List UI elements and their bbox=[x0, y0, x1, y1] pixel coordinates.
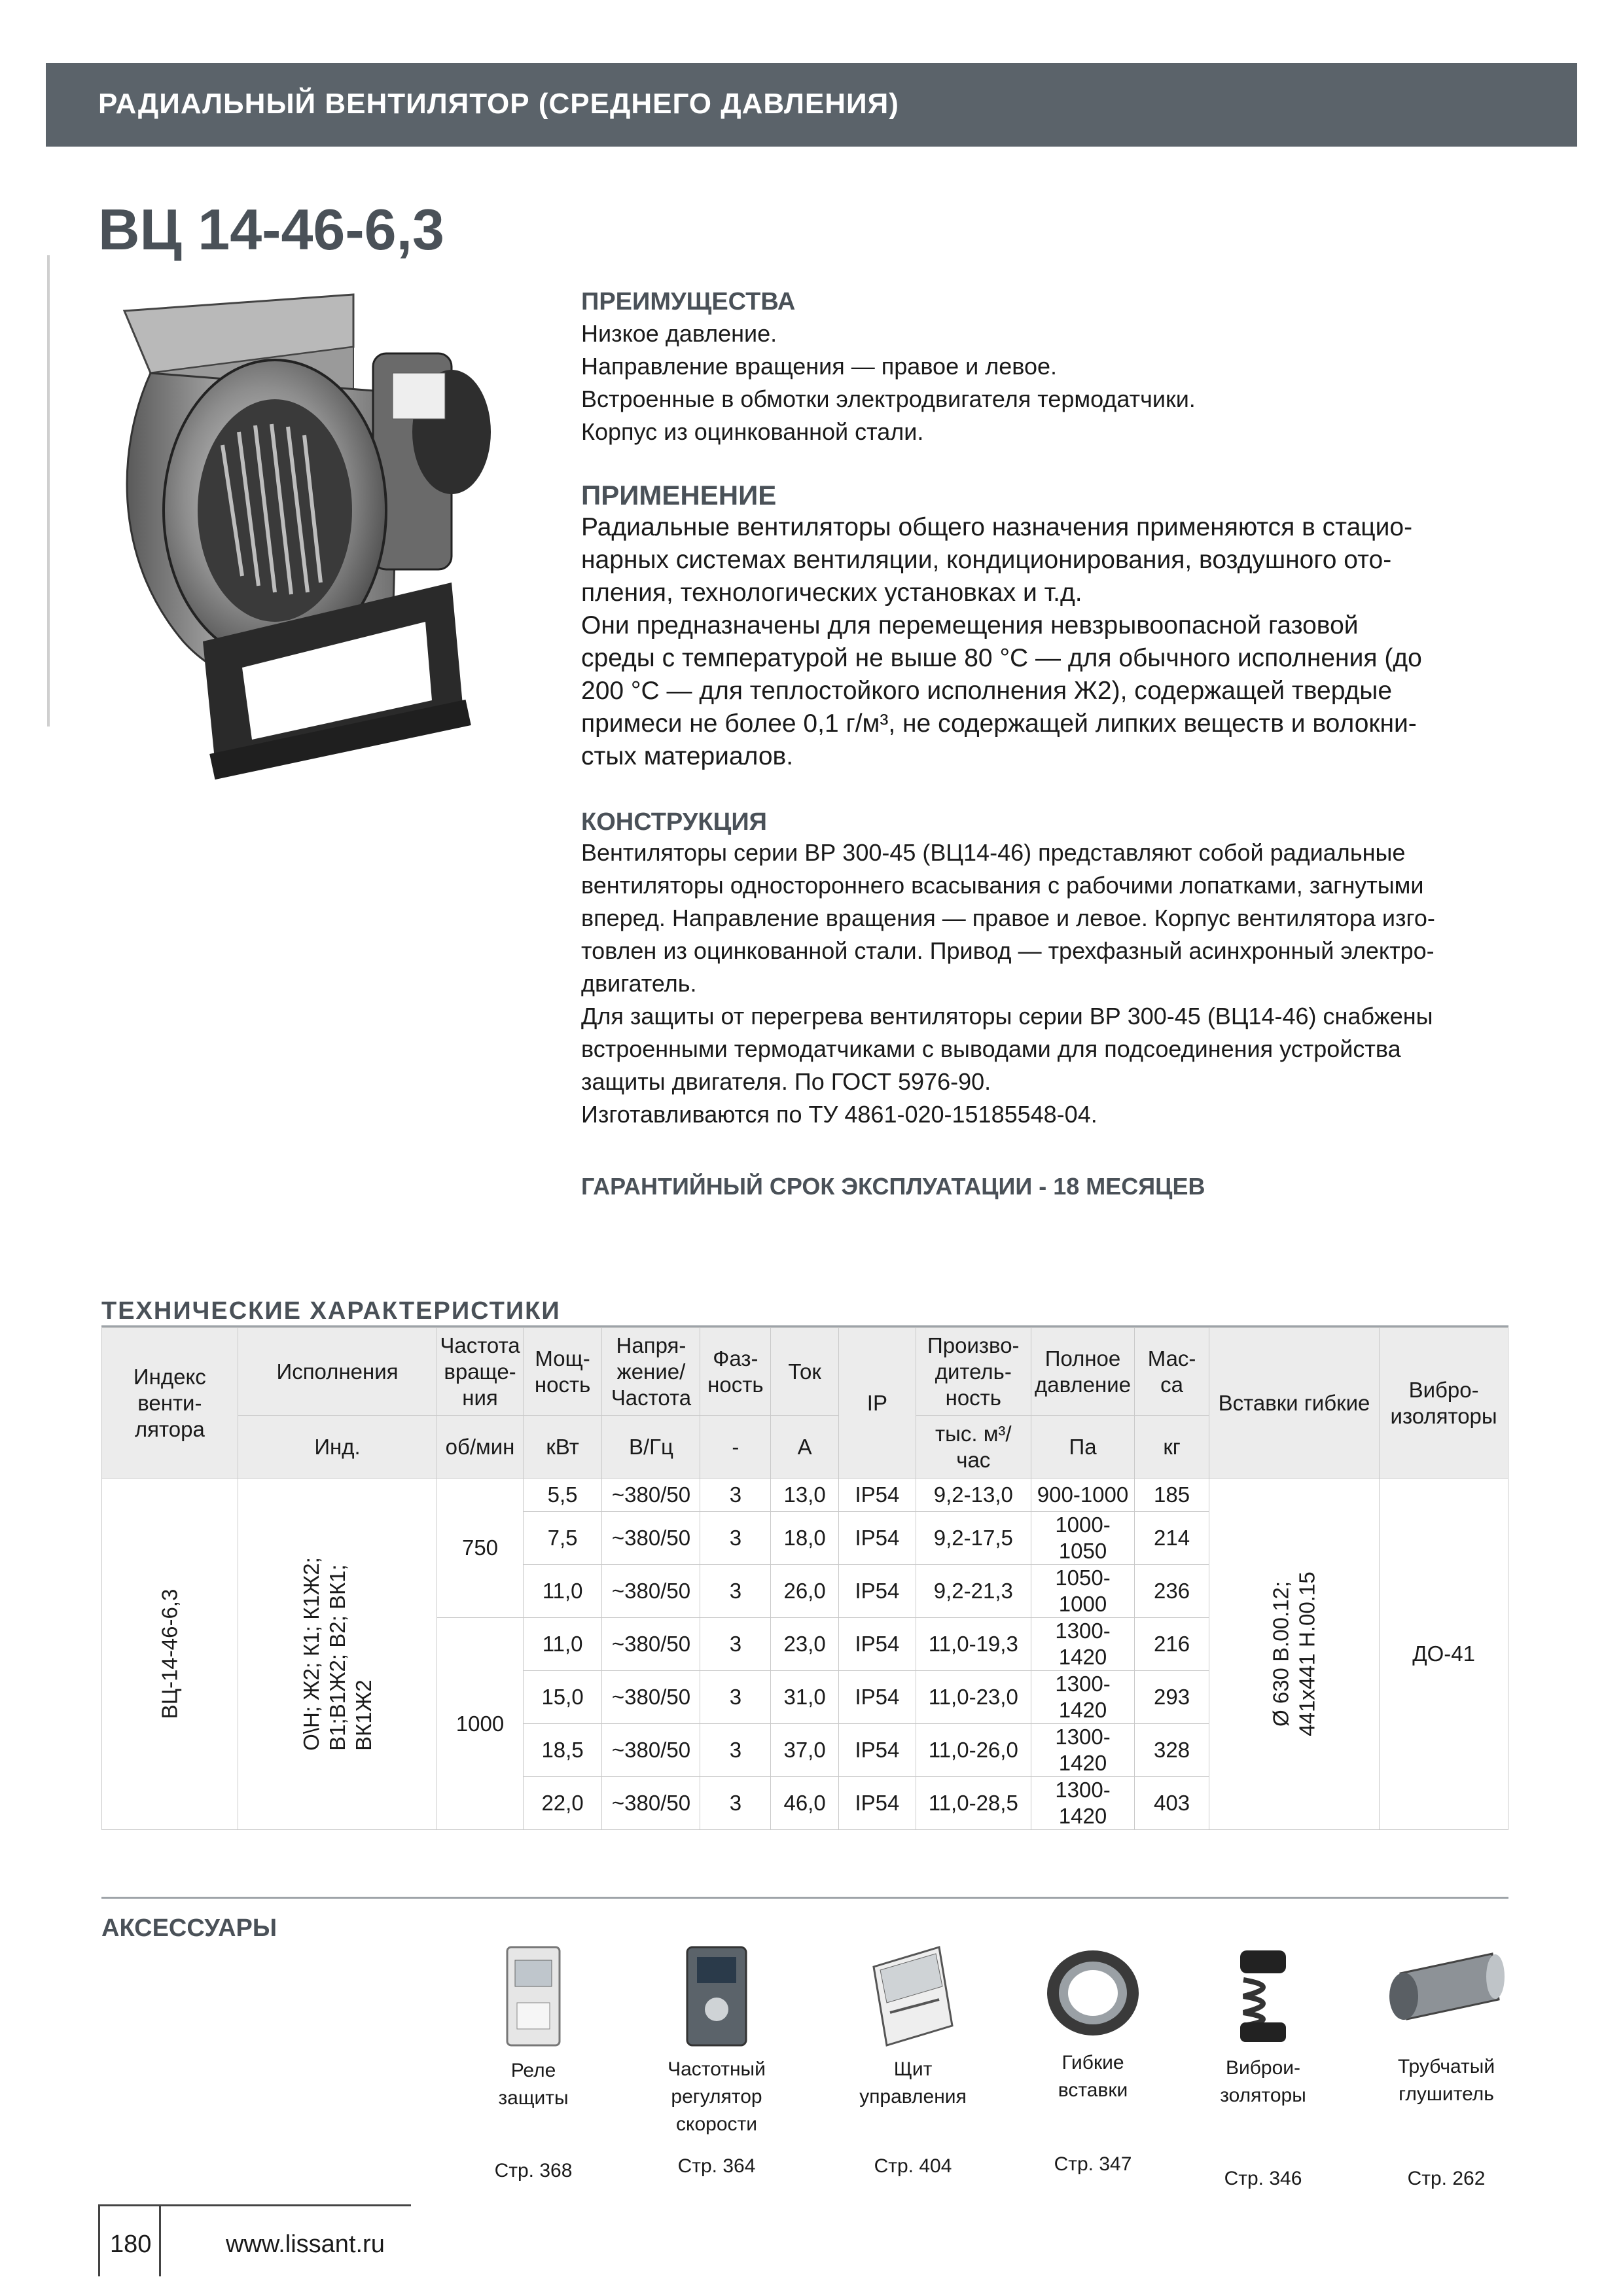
cell-power: 22,0 bbox=[523, 1777, 602, 1830]
vibration-isolator-icon bbox=[1224, 1941, 1302, 2045]
unit-variant: Инд. bbox=[238, 1416, 437, 1479]
footer-rule bbox=[98, 2204, 411, 2206]
unit-current: А bbox=[771, 1416, 839, 1479]
footer-separator bbox=[159, 2204, 161, 2276]
accessory-name: Частотный bbox=[668, 2058, 766, 2080]
advantage-item: Направление вращения — правое и левое. bbox=[581, 353, 1057, 380]
accessory-name: защиты bbox=[498, 2087, 569, 2109]
website-link[interactable]: www.lissant.ru bbox=[226, 2231, 385, 2258]
index-cell bbox=[102, 1479, 238, 1830]
accessory-name: управления bbox=[859, 2086, 967, 2108]
advantages-section bbox=[581, 288, 1530, 448]
header-pressure: Полное давление bbox=[1031, 1328, 1135, 1416]
cell-voltage: ~380/50 bbox=[602, 1724, 700, 1777]
cell-flow: 11,0-23,0 bbox=[916, 1671, 1031, 1724]
construction-line: Изготавливаются по ТУ 4861-020-15185548-04. bbox=[581, 1101, 1097, 1128]
cell-current: 13,0 bbox=[771, 1479, 839, 1512]
cell-phase: 3 bbox=[700, 1512, 771, 1565]
cell-mass: 403 bbox=[1135, 1777, 1209, 1830]
warranty-note: ГАРАНТИЙНЫЙ СРОК ЭКСПЛУАТАЦИИ - 18 МЕСЯЦЕВ bbox=[581, 1173, 1205, 1200]
cell-current: 26,0 bbox=[771, 1565, 839, 1618]
page-title: ВЦ 14-46-6,3 bbox=[98, 197, 444, 262]
construction-line: вентиляторы одностороннего всасывания с рабочими лопатками, загнутыми bbox=[581, 872, 1424, 899]
cell-mass: 214 bbox=[1135, 1512, 1209, 1565]
accessory-name: золяторы bbox=[1220, 2085, 1306, 2106]
specs-title: ТЕХНИЧЕСКИЕ ХАРАКТЕРИСТИКИ bbox=[101, 1297, 561, 1325]
cell-ip: IP54 bbox=[838, 1479, 916, 1512]
cell-mass: 328 bbox=[1135, 1724, 1209, 1777]
application-line: среды с температурой не выше 80 °С — для обычного исполнения (до bbox=[581, 644, 1422, 672]
accessory-name: Реле bbox=[510, 2060, 556, 2081]
cell-voltage: ~380/50 bbox=[602, 1618, 700, 1671]
accessory-name: Гибкие bbox=[1061, 2052, 1124, 2073]
construction-line: Вентиляторы серии ВР 300-45 (ВЦ14-46) представляют собой радиальные bbox=[581, 839, 1406, 866]
section-title: РАДИАЛЬНЫЙ ВЕНТИЛЯТОР (СРЕДНЕГО ДАВЛЕНИЯ) bbox=[98, 88, 899, 120]
cell-power: 7,5 bbox=[523, 1512, 602, 1565]
cell-voltage: ~380/50 bbox=[602, 1565, 700, 1618]
cell-mass: 216 bbox=[1135, 1618, 1209, 1671]
application-line: 200 °С — для теплостойкого исполнения Ж2), содержащей твердые bbox=[581, 677, 1393, 705]
page-number: 180 bbox=[110, 2231, 152, 2258]
unit-mass: кг bbox=[1135, 1416, 1209, 1479]
accessory-name: Щит bbox=[893, 2058, 933, 2080]
unit-speed: об/мин bbox=[437, 1416, 523, 1479]
cell-phase: 3 bbox=[700, 1565, 771, 1618]
accessory-control-panel[interactable] bbox=[828, 1941, 998, 2202]
accessory-name: регулятор bbox=[671, 2086, 762, 2108]
cell-mass: 185 bbox=[1135, 1479, 1209, 1512]
accessories-title: АКСЕССУАРЫ bbox=[101, 1914, 277, 1942]
unit-flow: тыс. м³/час bbox=[916, 1416, 1031, 1479]
inserts-cell bbox=[1209, 1479, 1379, 1830]
accessory-name: Виброи- bbox=[1225, 2057, 1301, 2079]
accessory-page[interactable]: Стр. 368 bbox=[494, 2160, 573, 2181]
cell-ip: IP54 bbox=[838, 1512, 916, 1565]
accessory-page[interactable]: Стр. 347 bbox=[1054, 2153, 1132, 2175]
accessory-name: Трубчатый bbox=[1397, 2056, 1495, 2077]
cell-flow: 9,2-13,0 bbox=[916, 1479, 1031, 1512]
application-line: Радиальные вентиляторы общего назначения применяются в стацио- bbox=[581, 513, 1413, 541]
cell-power: 5,5 bbox=[523, 1479, 602, 1512]
cell-flow: 11,0-26,0 bbox=[916, 1724, 1031, 1777]
cell-pressure: 1300-1420 bbox=[1031, 1618, 1135, 1671]
cell-phase: 3 bbox=[700, 1671, 771, 1724]
cell-voltage: ~380/50 bbox=[602, 1512, 700, 1565]
cell-phase: 3 bbox=[700, 1479, 771, 1512]
cell-ip: IP54 bbox=[838, 1724, 916, 1777]
accessory-frequency-regulator[interactable] bbox=[632, 1941, 802, 2202]
cell-mass: 236 bbox=[1135, 1565, 1209, 1618]
application-line: Они предназначены для перемещения невзрывоопасной газовой bbox=[581, 611, 1359, 639]
header-inserts: Вставки гибкие bbox=[1209, 1328, 1379, 1479]
table-row bbox=[102, 1479, 1508, 1512]
cell-current: 31,0 bbox=[771, 1671, 839, 1724]
frequency-regulator-icon bbox=[674, 1941, 759, 2052]
cell-flow: 9,2-21,3 bbox=[916, 1565, 1031, 1618]
cell-ip: IP54 bbox=[838, 1565, 916, 1618]
accessory-page[interactable]: Стр. 404 bbox=[874, 2155, 952, 2177]
specs-table bbox=[101, 1327, 1508, 1830]
cell-flow: 11,0-28,5 bbox=[916, 1777, 1031, 1830]
speed-cell: 750 bbox=[437, 1479, 523, 1618]
header-ip: IP bbox=[838, 1328, 916, 1479]
header-variant: Исполнения bbox=[238, 1328, 437, 1416]
cell-pressure: 1050-1000 bbox=[1031, 1565, 1135, 1618]
unit-voltage: В/Гц bbox=[602, 1416, 700, 1479]
footer-left-border bbox=[98, 2204, 100, 2276]
accessory-relay[interactable] bbox=[448, 1941, 618, 2202]
side-divider bbox=[47, 255, 50, 726]
section-header-bar bbox=[46, 63, 1577, 147]
accessory-name: скорости bbox=[675, 2113, 757, 2135]
application-line: пления, технологических установках и т.д. bbox=[581, 579, 1082, 607]
header-isolators: Вибро-изоляторы bbox=[1380, 1328, 1508, 1479]
accessory-name: глушитель bbox=[1399, 2083, 1494, 2105]
accessory-vibration-isolator[interactable] bbox=[1178, 1941, 1348, 2202]
construction-line: Для защиты от перегрева вентиляторы серии ВР 300-45 (ВЦ14-46) снабжены bbox=[581, 1003, 1433, 1030]
cell-current: 23,0 bbox=[771, 1618, 839, 1671]
accessory-page[interactable]: Стр. 346 bbox=[1224, 2168, 1302, 2189]
cell-phase: 3 bbox=[700, 1777, 771, 1830]
construction-line: встроенными термодатчиками с выводами для подсоединения устройства bbox=[581, 1035, 1401, 1062]
cell-flow: 9,2-17,5 bbox=[916, 1512, 1031, 1565]
cell-current: 18,0 bbox=[771, 1512, 839, 1565]
construction-line: товлен из оцинкованной стали. Привод — трехфазный асинхронный электро- bbox=[581, 937, 1435, 964]
accessory-flexible-insert[interactable] bbox=[1008, 1941, 1178, 2202]
advantage-item: Встроенные в обмотки электродвигателя термодатчики. bbox=[581, 386, 1196, 412]
header-mass: Мас-са bbox=[1135, 1328, 1209, 1416]
header-flow: Произво-дитель-ность bbox=[916, 1328, 1031, 1416]
cell-pressure: 1300-1420 bbox=[1031, 1777, 1135, 1830]
cell-voltage: ~380/50 bbox=[602, 1777, 700, 1830]
unit-power: кВт bbox=[523, 1416, 602, 1479]
variants-cell bbox=[238, 1479, 437, 1830]
header-current: Ток bbox=[771, 1328, 839, 1416]
cell-phase: 3 bbox=[700, 1724, 771, 1777]
construction-line: двигатель. bbox=[581, 970, 697, 997]
application-line: стых материалов. bbox=[581, 742, 794, 770]
accessories-rule bbox=[101, 1897, 1508, 1899]
application-section bbox=[581, 480, 1530, 773]
advantages-heading: ПРЕИМУЩЕСТВА bbox=[581, 288, 796, 315]
unit-phase: - bbox=[700, 1416, 771, 1479]
inserts-line: 441х441 Н.00.15 bbox=[1294, 1571, 1319, 1736]
cell-current: 37,0 bbox=[771, 1724, 839, 1777]
cell-power: 15,0 bbox=[523, 1671, 602, 1724]
unit-pressure: Па bbox=[1031, 1416, 1135, 1479]
advantage-item: Низкое давление. bbox=[581, 320, 777, 347]
variants-line: ВК1Ж2 bbox=[351, 1679, 376, 1751]
cell-power: 11,0 bbox=[523, 1618, 602, 1671]
cell-voltage: ~380/50 bbox=[602, 1671, 700, 1724]
accessory-name: вставки bbox=[1058, 2079, 1128, 2101]
accessory-page[interactable]: Стр. 262 bbox=[1407, 2168, 1486, 2189]
relay-icon bbox=[494, 1941, 573, 2052]
header-power: Мощ-ность bbox=[523, 1328, 602, 1416]
radial-fan-image bbox=[111, 275, 530, 792]
variants-line: В1;В1Ж2; В2; ВК1; bbox=[325, 1564, 349, 1751]
cell-ip: IP54 bbox=[838, 1618, 916, 1671]
cell-current: 46,0 bbox=[771, 1777, 839, 1830]
header-phase: Фаз-ность bbox=[700, 1328, 771, 1416]
silencer-icon bbox=[1381, 1941, 1512, 2039]
construction-line: вперед. Направление вращения — правое и левое. Корпус вентилятора изго- bbox=[581, 905, 1435, 931]
control-panel-icon bbox=[861, 1941, 965, 2052]
cell-ip: IP54 bbox=[838, 1777, 916, 1830]
advantage-item: Корпус из оцинкованной стали. bbox=[581, 418, 924, 445]
cell-voltage: ~380/50 bbox=[602, 1479, 700, 1512]
cell-pressure: 900-1000 bbox=[1031, 1479, 1135, 1512]
cell-phase: 3 bbox=[700, 1618, 771, 1671]
cell-flow: 11,0-19,3 bbox=[916, 1618, 1031, 1671]
construction-line: защиты двигателя. По ГОСТ 5976-90. bbox=[581, 1068, 991, 1095]
index-value: ВЦ-14-46-6,3 bbox=[157, 1588, 182, 1719]
application-heading: ПРИМЕНЕНИЕ bbox=[581, 480, 777, 511]
construction-heading: КОНСТРУКЦИЯ bbox=[581, 808, 767, 836]
cell-pressure: 1300-1420 bbox=[1031, 1724, 1135, 1777]
cell-pressure: 1000-1050 bbox=[1031, 1512, 1135, 1565]
isolators-cell: ДО-41 bbox=[1380, 1479, 1508, 1830]
speed-cell: 1000 bbox=[437, 1618, 523, 1830]
variants-line: О\Н; Ж2; К1; К1Ж2; bbox=[298, 1557, 323, 1751]
cell-power: 18,5 bbox=[523, 1724, 602, 1777]
accessory-silencer[interactable] bbox=[1361, 1941, 1531, 2202]
inserts-line: Ø 630 В.00.12; bbox=[1268, 1581, 1293, 1727]
flexible-insert-icon bbox=[1041, 1941, 1145, 2045]
header-speed: Частота враще-ния bbox=[437, 1328, 523, 1416]
application-line: примеси не более 0,1 г/м³, не содержащей липких веществ и волокни- bbox=[581, 709, 1417, 738]
accessory-page[interactable]: Стр. 364 bbox=[677, 2155, 756, 2177]
construction-section bbox=[581, 808, 1530, 1131]
header-index: Индекс венти-лятора bbox=[102, 1328, 238, 1479]
cell-power: 11,0 bbox=[523, 1565, 602, 1618]
cell-mass: 293 bbox=[1135, 1671, 1209, 1724]
cell-ip: IP54 bbox=[838, 1671, 916, 1724]
header-voltage: Напря-жение/ Частота bbox=[602, 1328, 700, 1416]
application-line: нарных системах вентиляции, кондиционирования, воздушного ото- bbox=[581, 546, 1392, 574]
cell-pressure: 1300-1420 bbox=[1031, 1671, 1135, 1724]
